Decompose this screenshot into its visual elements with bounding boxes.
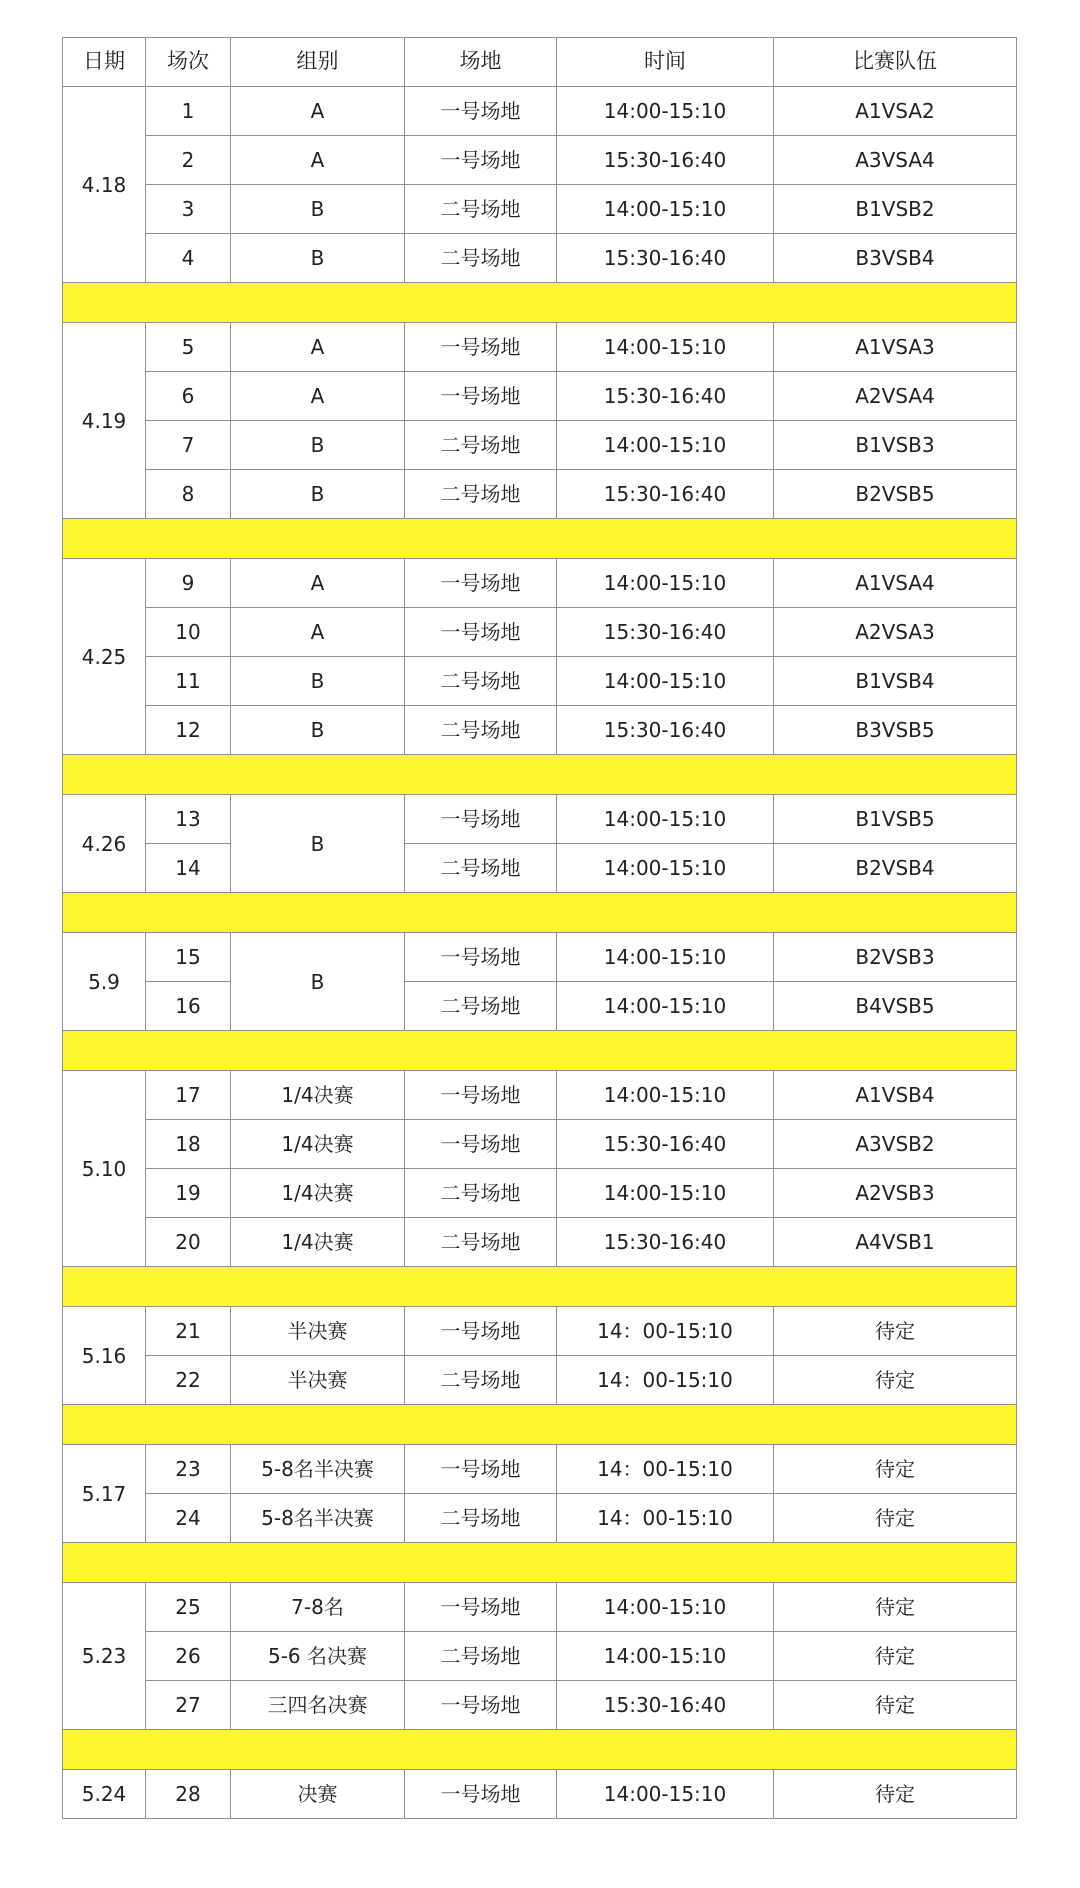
teams-cell: A2VSA4 [774,372,1017,421]
group-cell: B [231,185,405,234]
day-separator-row [63,1031,1017,1071]
separator-band [63,1267,1017,1307]
time-cell: 15:30-16:40 [557,1218,774,1267]
venue-cell: 一号场地 [405,1445,557,1494]
time-cell: 14:00-15:10 [557,185,774,234]
teams-cell: B3VSB5 [774,706,1017,755]
table-row [63,1445,1017,1494]
day-separator-row [63,1267,1017,1307]
date-cell: 5.23 [63,1583,146,1730]
group-cell: 1/4决赛 [231,1071,405,1120]
group-cell: A [231,136,405,185]
time-cell: 15:30-16:40 [557,136,774,185]
time-cell: 15:30-16:40 [557,1120,774,1169]
table-row [63,706,1017,755]
venue-cell: 二号场地 [405,1494,557,1543]
group-cell: B [231,706,405,755]
venue-cell: 一号场地 [405,1071,557,1120]
group-cell: 1/4决赛 [231,1169,405,1218]
table-row [63,136,1017,185]
venue-cell: 一号场地 [405,1583,557,1632]
group-cell: 1/4决赛 [231,1120,405,1169]
teams-cell: 待定 [774,1681,1017,1730]
venue-cell: 二号场地 [405,421,557,470]
match-no-cell: 4 [146,234,231,283]
teams-cell: 待定 [774,1770,1017,1819]
separator-band [63,283,1017,323]
venue-cell: 一号场地 [405,1770,557,1819]
time-cell: 15:30-16:40 [557,608,774,657]
match-no-cell: 25 [146,1583,231,1632]
venue-cell: 二号场地 [405,982,557,1031]
table-row [63,1307,1017,1356]
group-cell: B [231,933,405,1031]
match-no-cell: 11 [146,657,231,706]
group-cell: 5-8名半决赛 [231,1494,405,1543]
venue-cell: 一号场地 [405,1307,557,1356]
table-row [63,608,1017,657]
table-row [63,1169,1017,1218]
table-row [63,795,1017,844]
separator-band [63,1405,1017,1445]
teams-cell: B1VSB2 [774,185,1017,234]
table-row [63,1632,1017,1681]
time-cell: 14:00-15:10 [557,559,774,608]
header-match-no: 场次 [146,38,231,87]
day-separator-row [63,519,1017,559]
group-cell: 三四名决赛 [231,1681,405,1730]
match-no-cell: 14 [146,844,231,893]
teams-cell: B2VSB3 [774,933,1017,982]
teams-cell: A4VSB1 [774,1218,1017,1267]
header-teams: 比赛队伍 [774,38,1017,87]
venue-cell: 二号场地 [405,470,557,519]
group-cell: 5-8名半决赛 [231,1445,405,1494]
venue-cell: 一号场地 [405,795,557,844]
table-row [63,1770,1017,1819]
group-cell: A [231,87,405,136]
time-cell: 14:00-15:10 [557,933,774,982]
venue-cell: 二号场地 [405,844,557,893]
group-cell: 7-8名 [231,1583,405,1632]
match-no-cell: 24 [146,1494,231,1543]
teams-cell: A1VSA3 [774,323,1017,372]
group-cell: 半决赛 [231,1356,405,1405]
match-schedule-table [62,37,1017,1819]
table-row [63,234,1017,283]
table-row [63,657,1017,706]
teams-cell: B1VSB4 [774,657,1017,706]
teams-cell: 待定 [774,1494,1017,1543]
header-row [63,38,1017,87]
date-cell: 5.10 [63,1071,146,1267]
group-cell: B [231,234,405,283]
time-cell: 15:30-16:40 [557,372,774,421]
time-cell: 15:30-16:40 [557,706,774,755]
match-no-cell: 21 [146,1307,231,1356]
match-no-cell: 9 [146,559,231,608]
table-row [63,1681,1017,1730]
teams-cell: B1VSB3 [774,421,1017,470]
header-group: 组别 [231,38,405,87]
day-separator-row [63,283,1017,323]
group-cell: A [231,559,405,608]
teams-cell: B4VSB5 [774,982,1017,1031]
venue-cell: 一号场地 [405,136,557,185]
table-row [63,1218,1017,1267]
time-cell: 14:00-15:10 [557,1169,774,1218]
venue-cell: 二号场地 [405,657,557,706]
group-cell: B [231,657,405,706]
venue-cell: 一号场地 [405,87,557,136]
time-cell: 14:00-15:10 [557,982,774,1031]
match-no-cell: 10 [146,608,231,657]
teams-cell: A3VSA4 [774,136,1017,185]
schedule-body [63,38,1017,1819]
group-cell: 半决赛 [231,1307,405,1356]
day-separator-row [63,755,1017,795]
venue-cell: 一号场地 [405,1120,557,1169]
day-separator-row [63,1730,1017,1770]
venue-cell: 二号场地 [405,706,557,755]
match-no-cell: 18 [146,1120,231,1169]
teams-cell: 待定 [774,1632,1017,1681]
match-no-cell: 16 [146,982,231,1031]
time-cell: 14：00-15:10 [557,1307,774,1356]
time-cell: 14：00-15:10 [557,1356,774,1405]
table-row [63,372,1017,421]
date-cell: 5.9 [63,933,146,1031]
table-row [63,87,1017,136]
match-no-cell: 2 [146,136,231,185]
time-cell: 14:00-15:10 [557,323,774,372]
date-cell: 5.17 [63,1445,146,1543]
time-cell: 14:00-15:10 [557,1583,774,1632]
teams-cell: 待定 [774,1307,1017,1356]
venue-cell: 一号场地 [405,1681,557,1730]
match-no-cell: 7 [146,421,231,470]
group-cell: B [231,795,405,893]
separator-band [63,893,1017,933]
venue-cell: 一号场地 [405,608,557,657]
match-no-cell: 3 [146,185,231,234]
separator-band [63,1730,1017,1770]
match-no-cell: 19 [146,1169,231,1218]
group-cell: 5-6 名决赛 [231,1632,405,1681]
time-cell: 14:00-15:10 [557,657,774,706]
time-cell: 14：00-15:10 [557,1445,774,1494]
time-cell: 15:30-16:40 [557,470,774,519]
group-cell: B [231,421,405,470]
venue-cell: 二号场地 [405,185,557,234]
day-separator-row [63,1405,1017,1445]
table-row [63,1583,1017,1632]
table-row [63,933,1017,982]
venue-cell: 一号场地 [405,323,557,372]
teams-cell: B1VSB5 [774,795,1017,844]
time-cell: 14:00-15:10 [557,1632,774,1681]
table-row [63,470,1017,519]
table-row [63,323,1017,372]
table-row [63,1356,1017,1405]
date-cell: 4.26 [63,795,146,893]
table-row [63,844,1017,893]
date-cell: 4.18 [63,87,146,283]
time-cell: 14：00-15:10 [557,1494,774,1543]
venue-cell: 一号场地 [405,559,557,608]
match-no-cell: 22 [146,1356,231,1405]
venue-cell: 二号场地 [405,1632,557,1681]
match-no-cell: 5 [146,323,231,372]
match-no-cell: 15 [146,933,231,982]
table-row [63,185,1017,234]
group-cell: A [231,372,405,421]
table-row [63,559,1017,608]
time-cell: 14:00-15:10 [557,1071,774,1120]
header-venue: 场地 [405,38,557,87]
day-separator-row [63,893,1017,933]
header-date: 日期 [63,38,146,87]
venue-cell: 一号场地 [405,933,557,982]
match-no-cell: 26 [146,1632,231,1681]
teams-cell: 待定 [774,1583,1017,1632]
match-no-cell: 27 [146,1681,231,1730]
teams-cell: 待定 [774,1356,1017,1405]
date-cell: 4.19 [63,323,146,519]
time-cell: 14:00-15:10 [557,795,774,844]
table-row [63,1071,1017,1120]
teams-cell: A2VSB3 [774,1169,1017,1218]
teams-cell: A1VSA4 [774,559,1017,608]
group-cell: A [231,608,405,657]
time-cell: 14:00-15:10 [557,1770,774,1819]
match-no-cell: 28 [146,1770,231,1819]
teams-cell: A2VSA3 [774,608,1017,657]
time-cell: 14:00-15:10 [557,421,774,470]
match-no-cell: 17 [146,1071,231,1120]
time-cell: 15:30-16:40 [557,1681,774,1730]
group-cell: 1/4决赛 [231,1218,405,1267]
match-no-cell: 6 [146,372,231,421]
group-cell: 决赛 [231,1770,405,1819]
venue-cell: 二号场地 [405,234,557,283]
separator-band [63,1031,1017,1071]
separator-band [63,519,1017,559]
time-cell: 14:00-15:10 [557,87,774,136]
time-cell: 15:30-16:40 [557,234,774,283]
venue-cell: 二号场地 [405,1169,557,1218]
table-row [63,421,1017,470]
venue-cell: 二号场地 [405,1218,557,1267]
date-cell: 4.25 [63,559,146,755]
teams-cell: B2VSB5 [774,470,1017,519]
teams-cell: A1VSA2 [774,87,1017,136]
match-no-cell: 8 [146,470,231,519]
table-row [63,1494,1017,1543]
match-no-cell: 12 [146,706,231,755]
separator-band [63,755,1017,795]
day-separator-row [63,1543,1017,1583]
teams-cell: A3VSB2 [774,1120,1017,1169]
teams-cell: B2VSB4 [774,844,1017,893]
table-row [63,1120,1017,1169]
group-cell: B [231,470,405,519]
time-cell: 14:00-15:10 [557,844,774,893]
separator-band [63,1543,1017,1583]
group-cell: A [231,323,405,372]
match-no-cell: 20 [146,1218,231,1267]
match-no-cell: 1 [146,87,231,136]
date-cell: 5.24 [63,1770,146,1819]
header-time: 时间 [557,38,774,87]
teams-cell: A1VSB4 [774,1071,1017,1120]
teams-cell: 待定 [774,1445,1017,1494]
venue-cell: 二号场地 [405,1356,557,1405]
teams-cell: B3VSB4 [774,234,1017,283]
venue-cell: 一号场地 [405,372,557,421]
date-cell: 5.16 [63,1307,146,1405]
match-no-cell: 13 [146,795,231,844]
table-row [63,982,1017,1031]
match-no-cell: 23 [146,1445,231,1494]
